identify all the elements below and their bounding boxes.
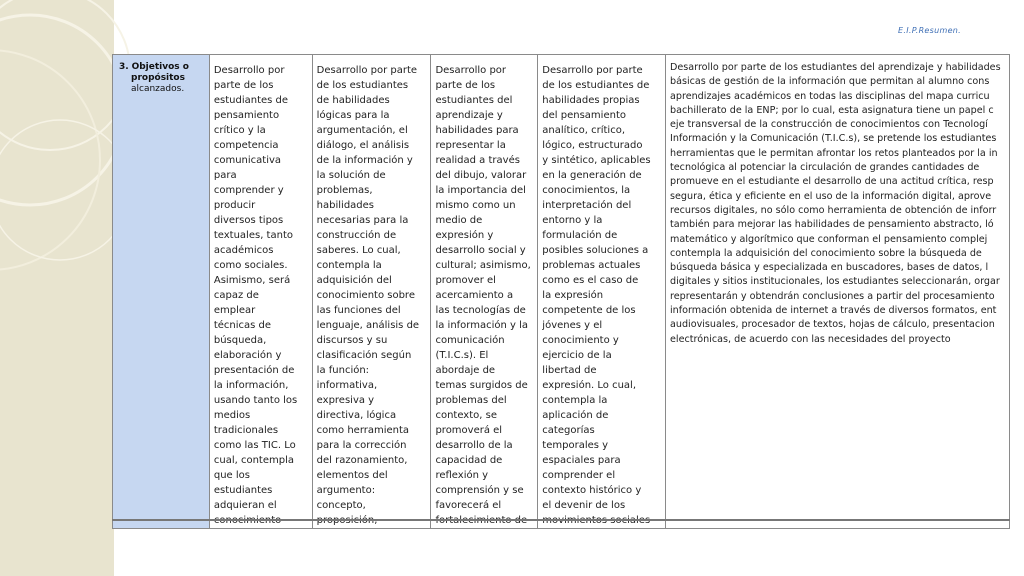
decorative-circles-graphic xyxy=(0,0,114,576)
cell-text-5: Desarrollo por parte de los estudiantes del aprendizaje y habilidades básicas de gestión de la información que permitan al alumno cons aprendizajes académicos en todas las disciplinas del mapa curricu bachillerato de la ENP; por lo cual, esta asignatura tiene un papel c eje transversal de la construcción de conocimientos con Tecnologí Información y la Comunicación (T.I.C.s), se pretende los estudiantes herramientas que le permitan afrontar los retos planteados por la in tecnológica al potenciar la circulación de grandes cantidades de promueve en el estudiante el desarrollo de una actitud crítica, resp segura, ética y eficiente en el uso de la información digital, aprove recursos digitales, no sólo como herramienta de obtención de inforr también para mejorar las habilidades de pensamiento abstracto, ló matemático y algorítmico que conforman el pensamiento complej contempla la adquisición del conocimiento sobre la búsqueda de búsqueda básica y especializada en buscadores, bases de datos, l digitales y sitios institucionales, los estudiantes seleccionarán, orgar representarán y obtendrán conclusiones a partir del procesamiento información obtenida de internet a través de diversos formatos, ent audiovisuales, procesador de textos, hojas de cálculo, presentacion electrónicas, de acuerdo con las necesidades del proyecto xyxy=(670,62,1001,345)
row-number: 3. xyxy=(119,62,129,72)
table-cell xyxy=(666,55,1010,529)
header-title: E.I.P.Resumen. xyxy=(898,26,962,35)
table-cell xyxy=(538,55,666,529)
objectives-table-grid xyxy=(112,54,1010,529)
table-row xyxy=(113,55,1010,529)
cell-text-2: Desarrollo por parte de los estudiantes de habilidades lógicas para la argumentación, el diálogo, el análisis de la información y la solución de problemas, habilidades necesarias para la construcción de saberes. Lo cual, contempla la adquisición del conocimiento sobre las funciones del lenguaje, análisis de discursos y su clasificación según la función: informativa, expresiva y directiva, lógica como herramienta para la corrección del razonamiento, elementos del argumento: concepto, xyxy=(316,65,420,511)
table-cell xyxy=(312,55,431,529)
table-bottom-rule xyxy=(112,519,1010,521)
cell-text-1: Desarrollo por parte de los estudiantes de pensamiento crítico y la competencia comunicativa para comprender y producir diversos tipos textuales, tanto académicos como sociales. Asimismo, será capaz de emplear técnicas de búsqueda, elaboración y presentación de la información, usando tanto los medios tradicionales como las TIC. Lo cual, contempla que los estudiantes adquieran el xyxy=(213,65,298,511)
row-label xyxy=(113,55,209,95)
cell-text-3: Desarrollo por parte de los estudiantes del aprendizaje y habilidades para representar la realidad a través del dibujo, valorar la importancia del mismo como un medio de expresión y desarrollo social y cultural; asimismo, promover el acercamiento a las tecnologías de la información y la comunicación (T.I.C.s). El abordaje de temas surgidos de problemas del contexto, se promoverá el desarrollo de la capacidad de reflexión y comprensión y se favorecerá el xyxy=(435,65,531,511)
table-cell xyxy=(431,55,538,529)
row-label-line2: propósitos xyxy=(131,73,185,83)
cell-text-4: Desarrollo por parte de los estudiantes de habilidades propias del pensamiento analítico, crítico, lógico, estructurado y sintético, aplicables en la generación de conocimientos, la interpretación del entorno y la formulación de posibles soluciones a problemas actuales como es el caso de la expresión competente de los jóvenes y el conocimiento y ejercicio de la libertad de expresión. Lo cual, contempla la aplicación de categorías temporales y espaciales para comprender el contexto histórico y el devenir de los xyxy=(542,65,651,511)
row-label-cell xyxy=(113,55,210,529)
objectives-table xyxy=(112,54,1010,520)
row-label-line1: Objetivos o xyxy=(131,62,189,72)
row-label-line3: alcanzados. xyxy=(131,84,185,94)
decorative-left-band xyxy=(0,0,114,576)
table-cell xyxy=(209,55,312,529)
